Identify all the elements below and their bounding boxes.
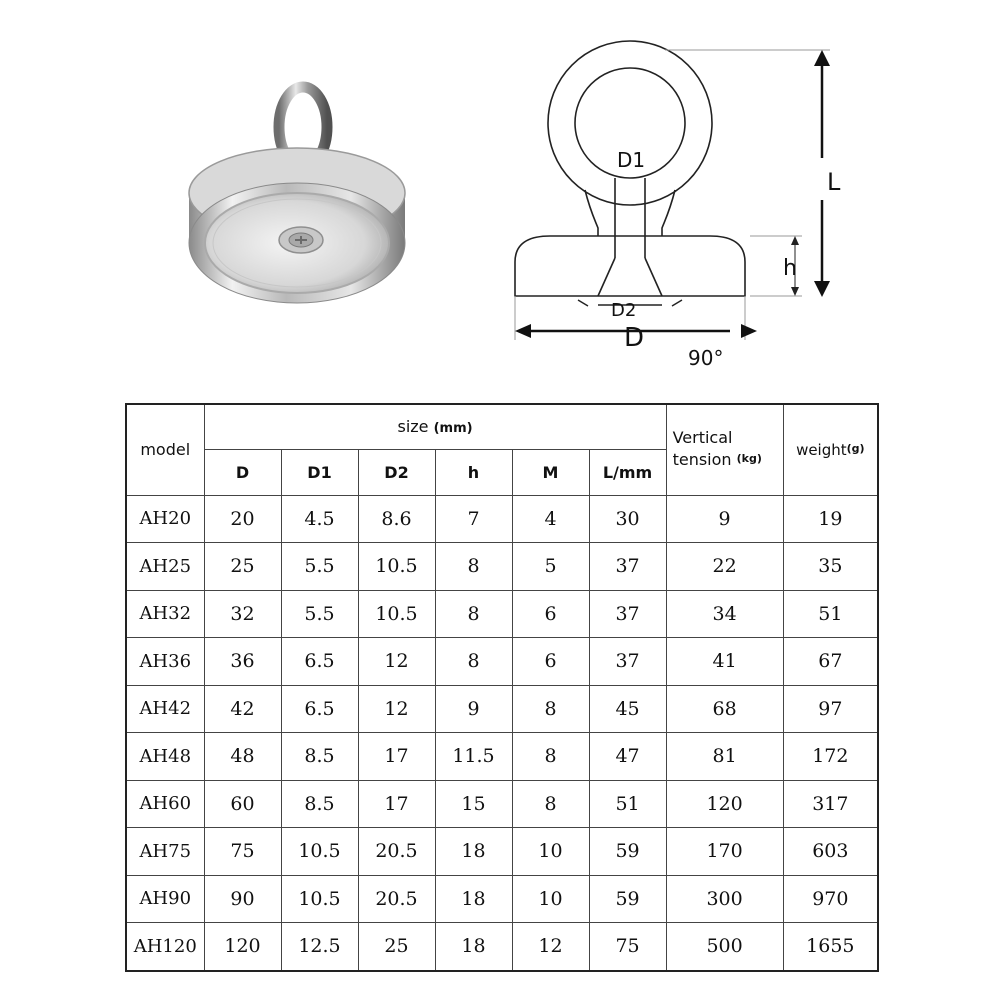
- value-cell: 7: [435, 495, 512, 543]
- value-cell: 19: [783, 495, 878, 543]
- base-outline: [515, 236, 745, 296]
- value-cell: 48: [204, 733, 281, 781]
- value-cell: 11.5: [435, 733, 512, 781]
- label-D1: D1: [617, 148, 646, 172]
- ring-outer-outline: [548, 41, 712, 205]
- value-cell: 45: [589, 685, 666, 733]
- value-cell: 12: [358, 685, 435, 733]
- header-vertical-line2: tension: [672, 449, 732, 469]
- value-cell: 20.5: [358, 828, 435, 876]
- dimension-L: [665, 50, 830, 297]
- spec-body: [126, 495, 878, 971]
- value-cell: 17: [358, 733, 435, 781]
- value-cell: 35: [783, 543, 878, 591]
- value-cell: 51: [783, 590, 878, 638]
- value-cell: 317: [783, 780, 878, 828]
- model-cell: AH48: [126, 733, 204, 781]
- value-cell: 5: [512, 543, 589, 591]
- header-col-4: M: [512, 449, 589, 495]
- value-cell: 97: [783, 685, 878, 733]
- table-row: [126, 733, 878, 781]
- value-cell: 17: [358, 780, 435, 828]
- value-cell: 25: [358, 923, 435, 971]
- table-row: [126, 590, 878, 638]
- value-cell: 67: [783, 638, 878, 686]
- value-cell: 37: [589, 638, 666, 686]
- value-cell: 172: [783, 733, 878, 781]
- model-cell: AH90: [126, 875, 204, 923]
- value-cell: 59: [589, 875, 666, 923]
- value-cell: 1655: [783, 923, 878, 971]
- value-cell: 10.5: [281, 875, 358, 923]
- label-L: L: [827, 168, 841, 196]
- header-col-2: D2: [358, 449, 435, 495]
- header-vertical-tension: [666, 404, 783, 495]
- value-cell: 4.5: [281, 495, 358, 543]
- header-vertical-line1: Vertical: [672, 427, 733, 447]
- value-cell: 10.5: [281, 828, 358, 876]
- header-size-label: size: [397, 417, 429, 437]
- value-cell: 34: [666, 590, 783, 638]
- label-angle: 90°: [688, 346, 724, 370]
- table-row: [126, 495, 878, 543]
- header-vertical-unit: (kg): [736, 451, 762, 465]
- model-cell: AH42: [126, 685, 204, 733]
- label-D2: D2: [611, 300, 637, 321]
- value-cell: 22: [666, 543, 783, 591]
- model-cell: AH32: [126, 590, 204, 638]
- header-col-5: L/mm: [589, 449, 666, 495]
- label-D: D: [624, 323, 645, 353]
- value-cell: 120: [204, 923, 281, 971]
- center-screw: [279, 227, 323, 253]
- table-row: [126, 638, 878, 686]
- product-photo: [175, 75, 445, 325]
- value-cell: 12: [358, 638, 435, 686]
- value-cell: 60: [204, 780, 281, 828]
- value-cell: 18: [435, 923, 512, 971]
- value-cell: 300: [666, 875, 783, 923]
- header-weight: [783, 404, 878, 495]
- value-cell: 12.5: [281, 923, 358, 971]
- header-size: [204, 404, 666, 449]
- table-row: [126, 923, 878, 971]
- table-row: [126, 875, 878, 923]
- value-cell: 47: [589, 733, 666, 781]
- model-cell: AH120: [126, 923, 204, 971]
- value-cell: 10.5: [358, 590, 435, 638]
- value-cell: 75: [204, 828, 281, 876]
- model-cell: AH60: [126, 780, 204, 828]
- value-cell: 8: [512, 733, 589, 781]
- value-cell: 603: [783, 828, 878, 876]
- value-cell: 120: [666, 780, 783, 828]
- value-cell: 20: [204, 495, 281, 543]
- value-cell: 51: [589, 780, 666, 828]
- value-cell: 500: [666, 923, 783, 971]
- value-cell: 81: [666, 733, 783, 781]
- technical-drawing: [490, 40, 860, 380]
- magnet-body: [189, 148, 405, 303]
- model-cell: AH36: [126, 638, 204, 686]
- header-size-unit: (mm): [433, 421, 473, 437]
- value-cell: 6: [512, 590, 589, 638]
- value-cell: 32: [204, 590, 281, 638]
- value-cell: 8: [435, 590, 512, 638]
- value-cell: 18: [435, 828, 512, 876]
- value-cell: 6: [512, 638, 589, 686]
- value-cell: 8.5: [281, 780, 358, 828]
- value-cell: 6.5: [281, 685, 358, 733]
- value-cell: 68: [666, 685, 783, 733]
- table-row: [126, 828, 878, 876]
- value-cell: 9: [435, 685, 512, 733]
- header-col-0: D: [204, 449, 281, 495]
- value-cell: 970: [783, 875, 878, 923]
- header-weight-unit: (g): [846, 441, 865, 455]
- value-cell: 20.5: [358, 875, 435, 923]
- value-cell: 10.5: [358, 543, 435, 591]
- value-cell: 5.5: [281, 543, 358, 591]
- value-cell: 8: [512, 780, 589, 828]
- value-cell: 37: [589, 590, 666, 638]
- table-row: [126, 685, 878, 733]
- model-cell: AH75: [126, 828, 204, 876]
- value-cell: 10: [512, 828, 589, 876]
- value-cell: 41: [666, 638, 783, 686]
- value-cell: 8.6: [358, 495, 435, 543]
- value-cell: 30: [589, 495, 666, 543]
- value-cell: 59: [589, 828, 666, 876]
- value-cell: 6.5: [281, 638, 358, 686]
- value-cell: 37: [589, 543, 666, 591]
- value-cell: 8.5: [281, 733, 358, 781]
- value-cell: 170: [666, 828, 783, 876]
- value-cell: 18: [435, 875, 512, 923]
- value-cell: 8: [512, 685, 589, 733]
- model-cell: AH25: [126, 543, 204, 591]
- header-model: model: [126, 404, 204, 495]
- value-cell: 10: [512, 875, 589, 923]
- value-cell: 25: [204, 543, 281, 591]
- header-row-1: [126, 404, 878, 449]
- value-cell: 12: [512, 923, 589, 971]
- table-row: [126, 543, 878, 591]
- value-cell: 42: [204, 685, 281, 733]
- value-cell: 15: [435, 780, 512, 828]
- table-row: [126, 780, 878, 828]
- value-cell: 90: [204, 875, 281, 923]
- value-cell: 4: [512, 495, 589, 543]
- value-cell: 75: [589, 923, 666, 971]
- value-cell: 5.5: [281, 590, 358, 638]
- spec-table: [125, 403, 879, 972]
- header-col-3: h: [435, 449, 512, 495]
- model-cell: AH20: [126, 495, 204, 543]
- value-cell: 8: [435, 543, 512, 591]
- header-col-1: D1: [281, 449, 358, 495]
- value-cell: 8: [435, 638, 512, 686]
- label-h: h: [783, 256, 797, 281]
- value-cell: 9: [666, 495, 783, 543]
- header-weight-label: weight: [796, 440, 847, 459]
- value-cell: 36: [204, 638, 281, 686]
